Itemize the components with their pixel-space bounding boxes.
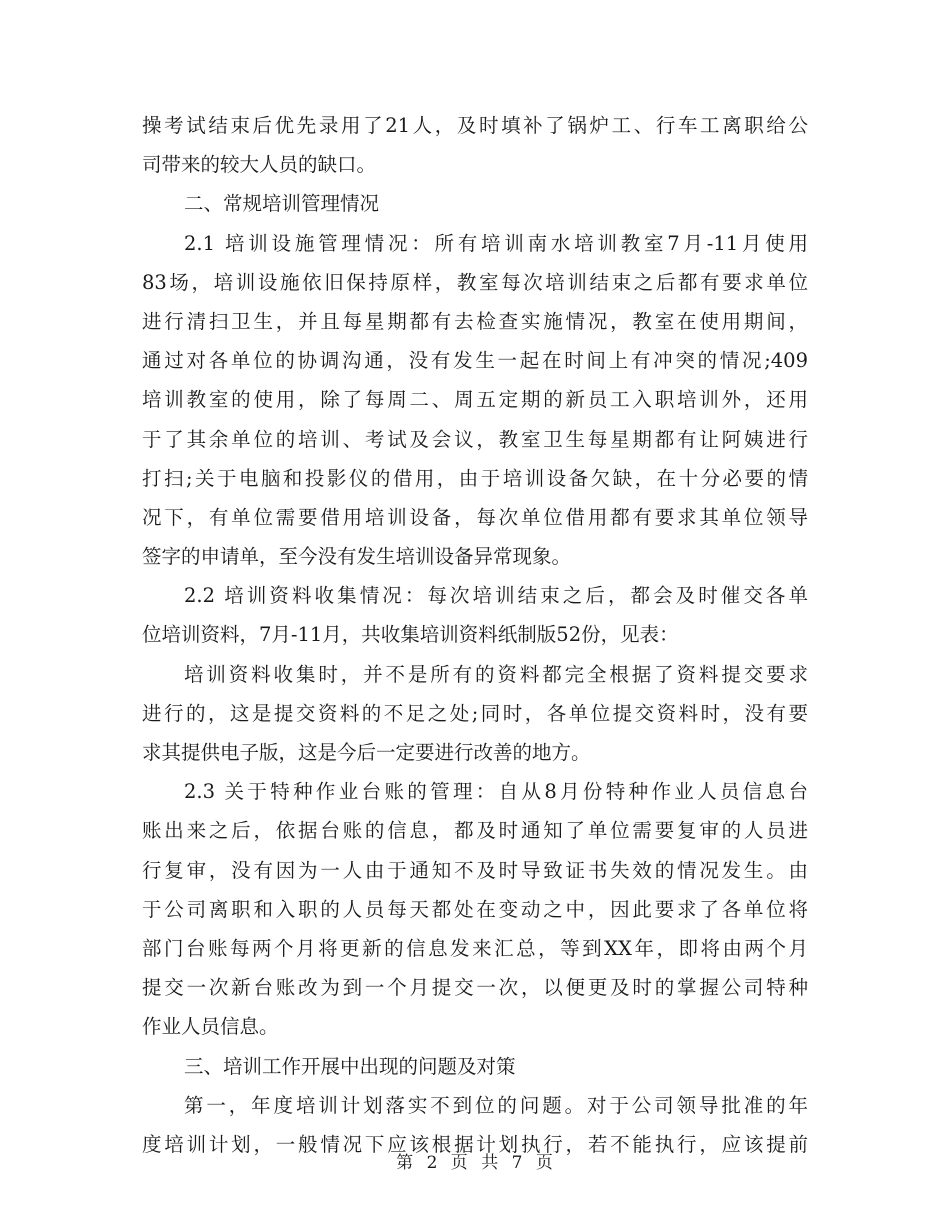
text-line: 于了其余单位的培训、考试及会议，教室卫生每星期都有让阿姨进行 — [142, 427, 808, 451]
text-line: 度培训计划，一般情况下应该根据计划执行，若不能执行，应该提前 — [142, 1132, 808, 1156]
text-line: 行复审，没有因为一人由于通知不及时导致证书失效的情况发生。由 — [142, 858, 808, 882]
text-line: 提交一次新台账改为到一个月提交一次，以便更及时的掌握公司特种 — [142, 976, 808, 1000]
text-line: 账出来之后，依据台账的信息，都及时通知了单位需要复审的人员进 — [142, 819, 808, 843]
text-line: 第一，年度培训计划落实不到位的问题。对于公司领导批准的年 — [184, 1093, 808, 1117]
text-line: 进行的，这是提交资料的不足之处;同时，各单位提交资料时，没有要 — [142, 701, 808, 725]
text-line: 于公司离职和入职的人员每天都处在变动之中，因此要求了各单位将 — [142, 897, 808, 921]
text-line: 位培训资料，7月-11月，共收集培训资料纸制版52份，见表： — [142, 623, 679, 647]
text-line: 培训教室的使用，除了每周二、周五定期的新员工入职培训外，还用 — [142, 388, 808, 412]
text-line: 求其提供电子版，这是今后一定要进行改善的地方。 — [142, 741, 591, 764]
text-line: 签字的申请单，至今没有发生培训设备异常现象。 — [142, 545, 572, 569]
text-line: 二、常规培训管理情况 — [184, 192, 380, 216]
text-line: 83场，培训设施依旧保持原样，教室每次培训结束之后都有要求单位 — [142, 270, 808, 294]
text-line: 部门台账每两个月将更新的信息发来汇总，等到XX年，即将由两个月 — [142, 936, 808, 960]
text-line: 操考试结束后优先录用了21人，及时填补了锅炉工、行车工离职给公 — [142, 114, 808, 137]
text-line: 作业人员信息。 — [142, 1015, 279, 1039]
text-line: 况下，有单位需要借用培训设备，每次单位借用都有要求其单位领导 — [142, 505, 808, 529]
text-line: 打扫;关于电脑和投影仪的借用，由于培训设备欠缺，在十分必要的情 — [142, 466, 808, 490]
text-line: 三、培训工作开展中出现的问题及对策 — [184, 1054, 516, 1078]
text-line: 2.1 培训设施管理情况：所有培训南水培训教室7月-11月使用 — [184, 231, 808, 255]
document-body — [142, 106, 808, 1164]
text-line: 通过对各单位的协调沟通，没有发生一起在时间上有冲突的情况;409 — [142, 349, 808, 373]
text-line: 司带来的较大人员的缺口。 — [142, 153, 377, 177]
text-line: 培训资料收集时，并不是所有的资料都完全根据了资料提交要求 — [184, 662, 808, 686]
text-line: 2.3 关于特种作业台账的管理：自从8月份特种作业人员信息台 — [184, 780, 808, 804]
text-line: 2.2 培训资料收集情况：每次培训结束之后，都会及时催交各单 — [184, 584, 808, 608]
text-line: 进行清扫卫生，并且每星期都有去检查实施情况，教室在使用期间， — [142, 309, 808, 333]
page-footer: 第 2 页 共 7 页 — [396, 1153, 554, 1173]
